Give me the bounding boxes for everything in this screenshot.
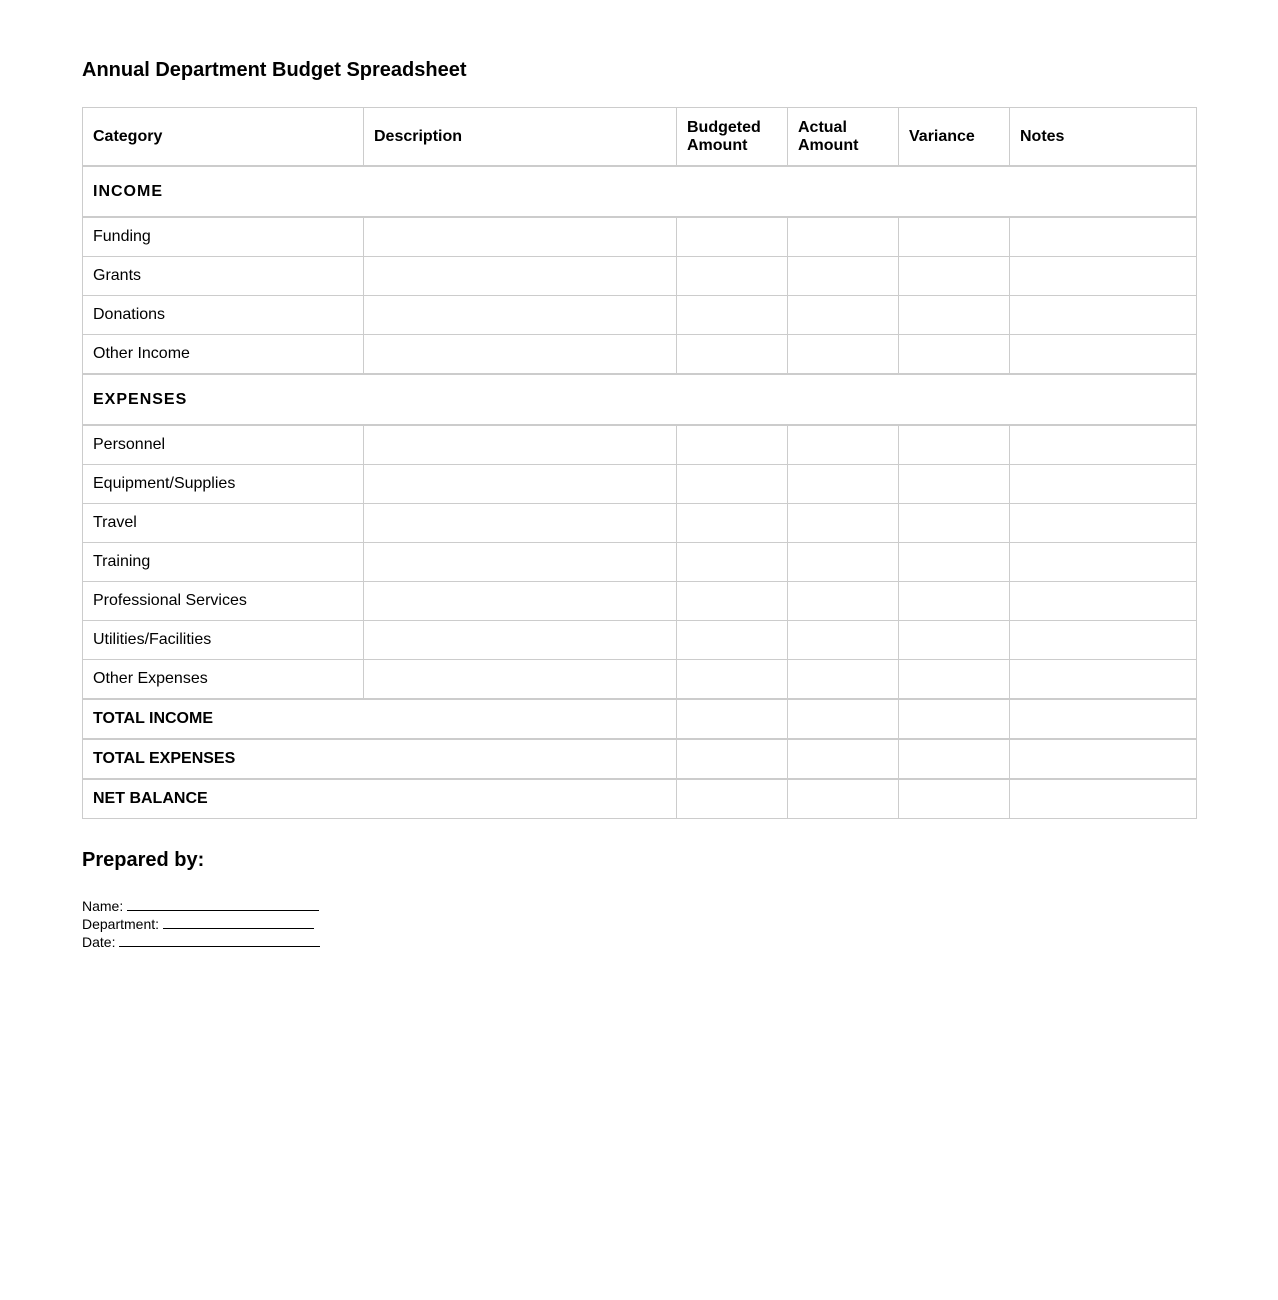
prepared-by-heading: Prepared by: xyxy=(82,849,205,871)
actual-cell[interactable] xyxy=(788,699,899,739)
actual-cell[interactable] xyxy=(788,504,899,543)
budgeted-cell[interactable] xyxy=(677,465,788,504)
variance-cell[interactable] xyxy=(899,465,1010,504)
actual-cell[interactable] xyxy=(788,779,899,819)
total-income-row xyxy=(83,699,1197,739)
variance-cell[interactable] xyxy=(899,257,1010,296)
name-field xyxy=(82,897,320,915)
department-label: Department: xyxy=(82,916,160,932)
date-label: Date: xyxy=(82,934,116,950)
table-row xyxy=(83,582,1197,621)
section-row-expenses xyxy=(83,374,1197,425)
notes-cell[interactable] xyxy=(1010,504,1197,543)
description-cell[interactable] xyxy=(364,465,677,504)
table-row xyxy=(83,660,1197,700)
category-cell: Professional Services xyxy=(83,582,364,621)
variance-cell[interactable] xyxy=(899,335,1010,375)
actual-cell[interactable] xyxy=(788,217,899,257)
total-label: TOTAL INCOME xyxy=(83,699,677,739)
variance-cell[interactable] xyxy=(899,779,1010,819)
column-header-notes: Notes xyxy=(1010,108,1197,167)
variance-cell[interactable] xyxy=(899,660,1010,700)
variance-cell[interactable] xyxy=(899,425,1010,465)
actual-cell[interactable] xyxy=(788,465,899,504)
budgeted-cell[interactable] xyxy=(677,257,788,296)
notes-cell[interactable] xyxy=(1010,425,1197,465)
variance-cell[interactable] xyxy=(899,739,1010,779)
signature-block xyxy=(82,897,320,951)
notes-cell[interactable] xyxy=(1010,739,1197,779)
category-cell: Personnel xyxy=(83,425,364,465)
budgeted-cell[interactable] xyxy=(677,779,788,819)
section-label-expenses: EXPENSES xyxy=(83,374,1197,425)
notes-cell[interactable] xyxy=(1010,582,1197,621)
net-balance-row xyxy=(83,779,1197,819)
name-blank-line[interactable] xyxy=(127,897,319,911)
table-row xyxy=(83,465,1197,504)
category-cell: Training xyxy=(83,543,364,582)
page-title: Annual Department Budget Spreadsheet xyxy=(82,59,467,81)
section-label-income: INCOME xyxy=(83,166,1197,217)
column-header-description: Description xyxy=(364,108,677,167)
date-field xyxy=(82,933,320,951)
actual-cell[interactable] xyxy=(788,257,899,296)
notes-cell[interactable] xyxy=(1010,217,1197,257)
actual-cell[interactable] xyxy=(788,660,899,700)
budgeted-cell[interactable] xyxy=(677,582,788,621)
notes-cell[interactable] xyxy=(1010,660,1197,700)
description-cell[interactable] xyxy=(364,257,677,296)
category-cell: Utilities/Facilities xyxy=(83,621,364,660)
description-cell[interactable] xyxy=(364,660,677,700)
column-header-category: Category xyxy=(83,108,364,167)
budget-table xyxy=(82,107,1197,819)
notes-cell[interactable] xyxy=(1010,257,1197,296)
category-cell: Grants xyxy=(83,257,364,296)
budgeted-cell[interactable] xyxy=(677,296,788,335)
description-cell[interactable] xyxy=(364,217,677,257)
budgeted-cell[interactable] xyxy=(677,543,788,582)
notes-cell[interactable] xyxy=(1010,296,1197,335)
section-row-income xyxy=(83,166,1197,217)
category-cell: Equipment/Supplies xyxy=(83,465,364,504)
total-expenses-row xyxy=(83,739,1197,779)
budgeted-cell[interactable] xyxy=(677,660,788,700)
description-cell[interactable] xyxy=(364,425,677,465)
actual-cell[interactable] xyxy=(788,582,899,621)
table-row xyxy=(83,217,1197,257)
variance-cell[interactable] xyxy=(899,217,1010,257)
variance-cell[interactable] xyxy=(899,504,1010,543)
notes-cell[interactable] xyxy=(1010,699,1197,739)
description-cell[interactable] xyxy=(364,296,677,335)
department-blank-line[interactable] xyxy=(163,915,314,929)
description-cell[interactable] xyxy=(364,621,677,660)
notes-cell[interactable] xyxy=(1010,335,1197,375)
table-row xyxy=(83,335,1197,375)
budgeted-cell[interactable] xyxy=(677,739,788,779)
category-cell: Travel xyxy=(83,504,364,543)
total-label: TOTAL EXPENSES xyxy=(83,739,677,779)
variance-cell[interactable] xyxy=(899,543,1010,582)
table-row xyxy=(83,543,1197,582)
notes-cell[interactable] xyxy=(1010,543,1197,582)
table-row xyxy=(83,504,1197,543)
notes-cell[interactable] xyxy=(1010,465,1197,504)
variance-cell[interactable] xyxy=(899,296,1010,335)
actual-cell[interactable] xyxy=(788,543,899,582)
description-cell[interactable] xyxy=(364,543,677,582)
description-cell[interactable] xyxy=(364,504,677,543)
column-header-actual-amount: Actual Amount xyxy=(788,108,899,167)
budgeted-cell[interactable] xyxy=(677,699,788,739)
actual-cell[interactable] xyxy=(788,621,899,660)
variance-cell[interactable] xyxy=(899,621,1010,660)
table-row xyxy=(83,296,1197,335)
notes-cell[interactable] xyxy=(1010,621,1197,660)
table-row xyxy=(83,621,1197,660)
description-cell[interactable] xyxy=(364,335,677,375)
name-label: Name: xyxy=(82,898,124,914)
variance-cell[interactable] xyxy=(899,582,1010,621)
actual-cell[interactable] xyxy=(788,425,899,465)
column-header-variance: Variance xyxy=(899,108,1010,167)
total-label: NET BALANCE xyxy=(83,779,677,819)
category-cell: Other Income xyxy=(83,335,364,375)
notes-cell[interactable] xyxy=(1010,779,1197,819)
budgeted-cell[interactable] xyxy=(677,425,788,465)
actual-cell[interactable] xyxy=(788,335,899,375)
department-field xyxy=(82,915,320,933)
budgeted-cell[interactable] xyxy=(677,335,788,375)
category-cell: Other Expenses xyxy=(83,660,364,700)
column-header-budgeted-amount: Budgeted Amount xyxy=(677,108,788,167)
table-row xyxy=(83,257,1197,296)
date-blank-line[interactable] xyxy=(119,933,320,947)
variance-cell[interactable] xyxy=(899,699,1010,739)
category-cell: Funding xyxy=(83,217,364,257)
table-row xyxy=(83,425,1197,465)
table-header-row xyxy=(83,108,1197,167)
budgeted-cell[interactable] xyxy=(677,621,788,660)
category-cell: Donations xyxy=(83,296,364,335)
budgeted-cell[interactable] xyxy=(677,504,788,543)
actual-cell[interactable] xyxy=(788,739,899,779)
budgeted-cell[interactable] xyxy=(677,217,788,257)
description-cell[interactable] xyxy=(364,582,677,621)
actual-cell[interactable] xyxy=(788,296,899,335)
